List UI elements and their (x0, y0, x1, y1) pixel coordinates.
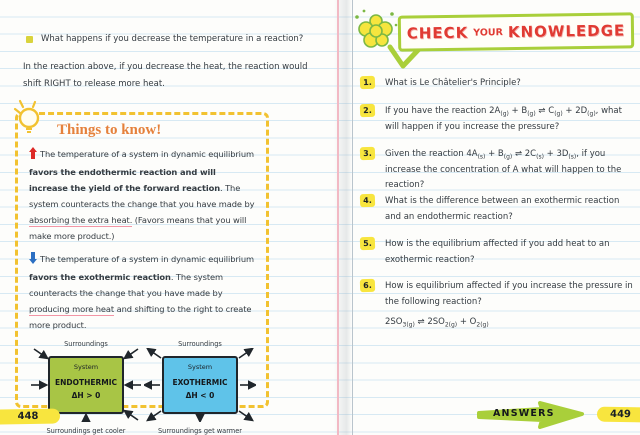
question-4 (358, 194, 640, 225)
question-5 (358, 237, 640, 268)
question-1-number: 1. (360, 76, 375, 90)
answers-label: ANSWERS (493, 408, 555, 419)
exothermic-note (29, 251, 257, 333)
endothermic-note-text: The temperature of a system in dynamic equilibrium favors the endothermic reaction and will increase the yield of the forward reaction. The system counteracts the change that you have made by absorbing the extra heat. (Favors means that you will make more product.) (29, 149, 255, 241)
page-spine-line (352, 0, 353, 435)
down-arrow-icon (29, 252, 37, 269)
lightbulb-icon (11, 98, 47, 136)
exothermic-box-figure (144, 348, 256, 422)
surroundings-label: Surroundings (64, 340, 108, 348)
review-question (26, 34, 303, 44)
exothermic-note-text: The temperature of a system in dynamic equilibrium favors the exothermic reaction. The system counteracts the change that you have made by producing more heat and shifting to the right to create more product. (29, 254, 255, 330)
system-label: System (187, 363, 213, 371)
question-3 (358, 147, 640, 194)
endothermic-note (29, 146, 257, 244)
question-2-text: If you have the reaction $2A_{(g)} + B_{(g)}$ ⇌ $C_{(g)} + 2D_{(g)}$, what will happen if you increase the pressure? (385, 106, 622, 132)
system-label: System (73, 363, 99, 371)
question-1-text: What is Le Châtelier's Principle? (385, 78, 521, 88)
margin-line (337, 0, 339, 435)
question-4-text: What is the difference between an exothermic reaction and an endothermic reaction? (385, 196, 620, 222)
exothermic-label: EXOTHERMIC (172, 378, 228, 387)
reaction-diagrams (29, 340, 257, 435)
question-5-text: How is the equilibrium affected if you add heat to an exothermic reaction? (385, 239, 610, 265)
up-arrow-icon (29, 147, 37, 164)
question-1 (358, 76, 640, 92)
answers-arrow (476, 401, 586, 429)
endothermic-caption: Surroundings get cooler (46, 427, 126, 435)
bullet-icon (26, 36, 33, 43)
question-6-number: 6. (360, 279, 375, 293)
enthalpy-label: ΔH > 0 (71, 391, 101, 400)
check-knowledge-header (398, 12, 634, 51)
review-question-text: What happens if you decrease the temperature in a reaction? (41, 34, 304, 44)
question-5-number: 5. (360, 237, 375, 251)
exothermic-caption: Surroundings get warmer (158, 427, 242, 435)
header-word-knowledge: KNOWLEDGE (507, 21, 626, 42)
page-number-left: 448 (0, 408, 60, 424)
question-2 (358, 104, 640, 135)
header-word-check: CHECK (406, 23, 469, 43)
things-to-know-title: Things to know! (57, 122, 162, 138)
question-2-number: 2. (360, 104, 375, 118)
question-6-text: How is equilibrium affected if you increase the pressure in the following reaction? (385, 281, 633, 307)
page-number-right: 449 (597, 407, 640, 423)
reaction-equation: $2SO_{3(g)}$ ⇌ $2SO_{2(g)} + O_{2(g)}$ (385, 317, 489, 329)
endothermic-label: ENDOTHERMIC (54, 378, 118, 387)
question-6 (358, 279, 640, 310)
question-3-number: 3. (360, 147, 375, 161)
intro-paragraph: In the reaction above, if you decrease the heat, the reaction would shift RIGHT to release more heat. (23, 62, 308, 89)
surroundings-label: Surroundings (178, 340, 222, 348)
enthalpy-label: ΔH < 0 (185, 391, 215, 400)
question-3-text: Given the reaction $4A_{(s)} + B_{(g)}$ ⇌ $2C_{(s)} + 3D_{(s)}$, if you increase the concentration of A what will happen to the reaction? (385, 149, 622, 190)
exothermic-diagram (144, 340, 256, 435)
header-word-your: YOUR (473, 26, 503, 39)
question-4-number: 4. (360, 194, 375, 208)
